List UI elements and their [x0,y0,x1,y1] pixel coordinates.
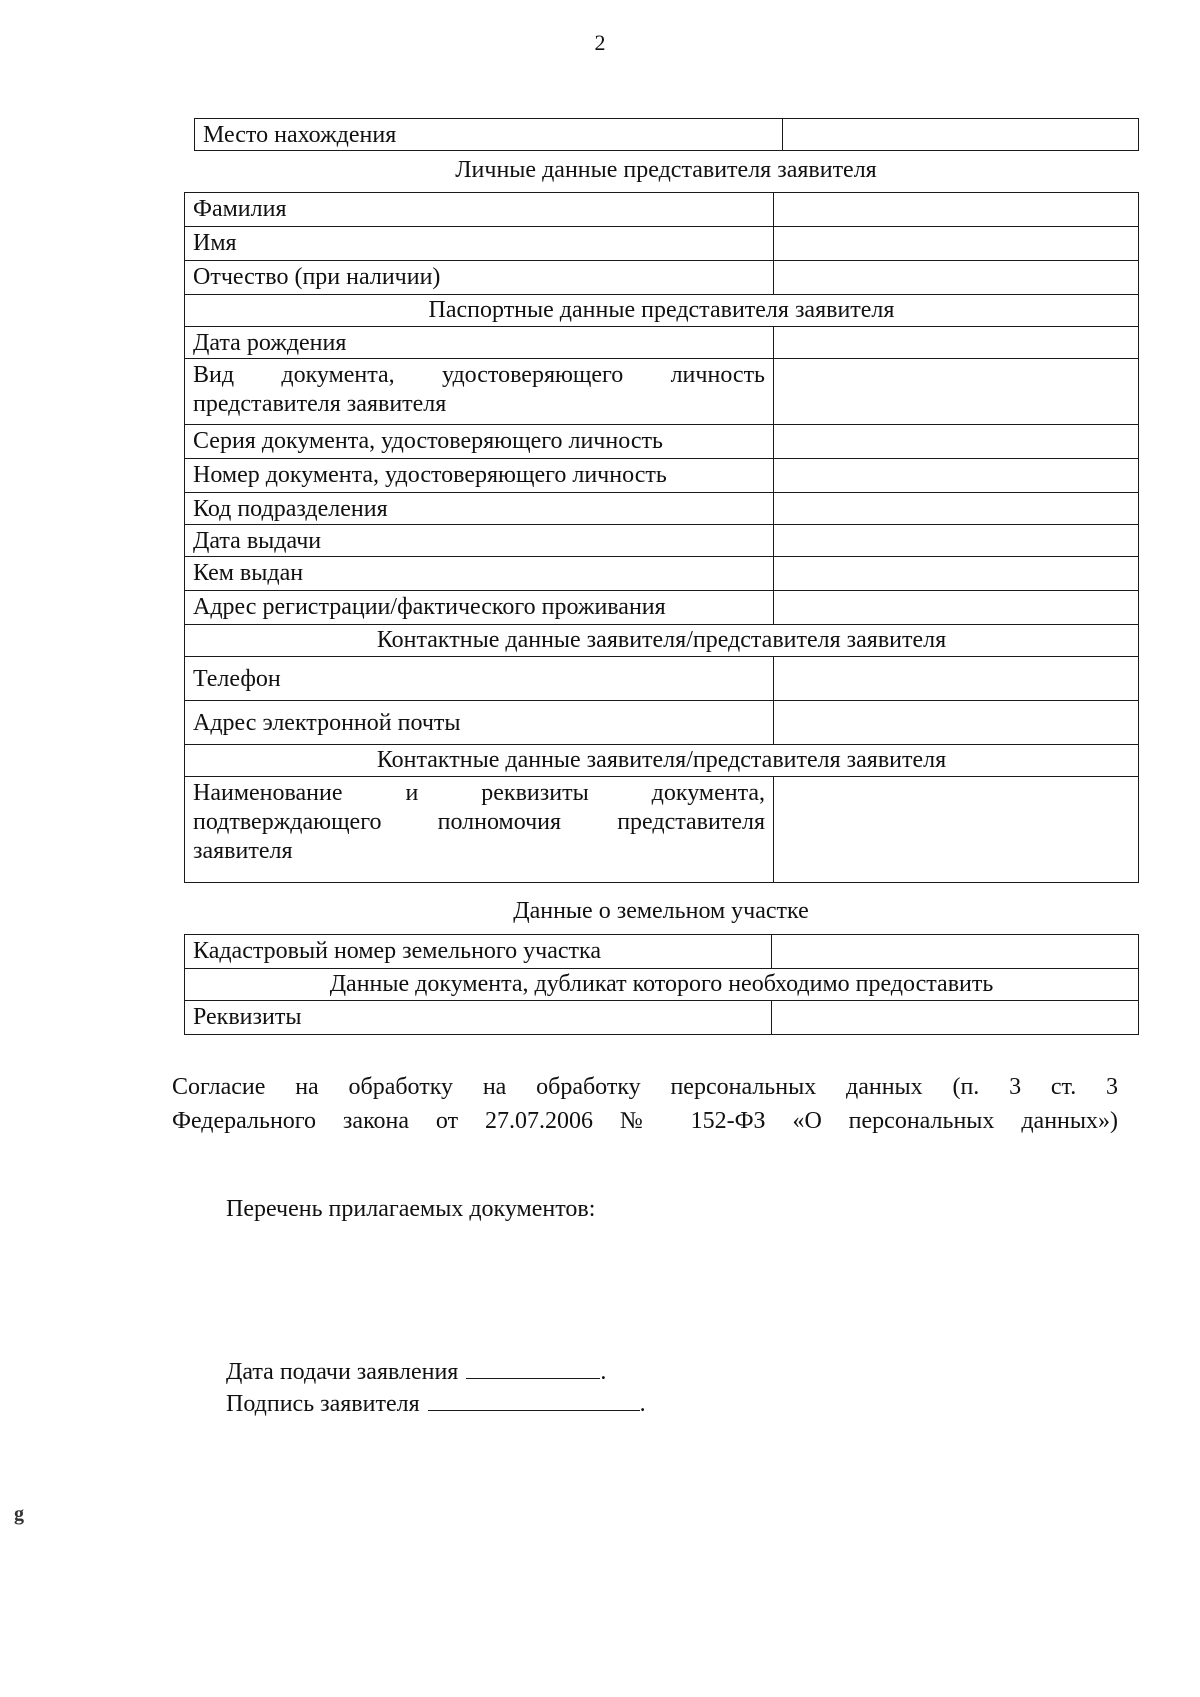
field-label-email: Адрес электронной почты [185,701,774,745]
applicant-signature-terminator: . [639,1391,646,1417]
submission-date-blank[interactable] [466,1354,600,1379]
table-row [185,295,1139,327]
field-value-id-number[interactable] [774,459,1139,493]
applicant-signature-blank[interactable] [428,1386,640,1411]
table-row [185,359,1139,425]
passport-data-heading: Паспортные данные представителя заявителя [185,295,1139,327]
table-row [185,425,1139,459]
field-label-issue-date: Дата выдачи [185,525,774,557]
applicant-signature-line [226,1386,646,1418]
submission-date-line [226,1354,606,1386]
field-label-location: Место нахождения [195,119,783,151]
field-label-authority-document: Наименование и реквизиты документа, подтверждающего полномочия представителя заявителя [185,777,774,883]
personal-data-consent [172,1070,1118,1138]
land-plot-table [184,934,1139,1035]
table-row [185,777,1139,883]
contact-data-heading: Контактные данные заявителя/представителя заявителя [185,625,1139,657]
field-value-first-name[interactable] [774,227,1139,261]
land-plot-heading: Данные о земельном участке [513,898,809,924]
field-value-patronymic[interactable] [774,261,1139,295]
field-value-location[interactable] [783,119,1139,151]
field-value-issue-date[interactable] [774,525,1139,557]
table-row [185,193,1139,227]
table-row [185,625,1139,657]
page-number: 2 [594,30,606,55]
table-row [185,969,1139,1001]
table-row [185,701,1139,745]
field-value-authority-document[interactable] [774,777,1139,883]
field-value-registration-address[interactable] [774,591,1139,625]
field-label-id-series: Серия документа, удостоверяющего личность [185,425,774,459]
consent-line-1: Согласие на обработку на обработку персональных данных (п. 3 ст. 3 [172,1074,1118,1100]
stray-margin-mark: g [14,1503,24,1525]
table-row [185,591,1139,625]
submission-date-terminator: . [600,1359,607,1385]
representative-table [184,192,1139,883]
consent-line-2: Федерального закона от 27.07.2006 № 152-ФЗ «О персональных данных») [172,1108,1118,1134]
attached-documents-label: Перечень прилагаемых документов: [226,1196,596,1222]
field-value-email[interactable] [774,701,1139,745]
location-table [194,118,1139,151]
table-row [185,557,1139,591]
field-label-division-code: Код подразделения [185,493,774,525]
submission-date-label: Дата подачи заявления [226,1359,459,1385]
table-row [195,119,1139,151]
field-label-id-document-type: Вид документа, удостоверяющего личность представителя заявителя [185,359,774,425]
authority-data-heading: Контактные данные заявителя/представителя заявителя [185,745,1139,777]
table-row [185,227,1139,261]
table-row [185,1001,1139,1035]
field-label-requisites: Реквизиты [185,1001,772,1035]
field-label-surname: Фамилия [185,193,774,227]
table-row [185,745,1139,777]
field-value-division-code[interactable] [774,493,1139,525]
table-row [185,525,1139,557]
duplicate-document-heading: Данные документа, дубликат которого необходимо предоставить [185,969,1139,1001]
field-value-id-document-type[interactable] [774,359,1139,425]
representative-personal-heading: Личные данные представителя заявителя [455,157,877,183]
field-value-surname[interactable] [774,193,1139,227]
field-value-requisites[interactable] [772,1001,1139,1035]
field-value-cadastral-number[interactable] [772,935,1139,969]
field-label-issued-by: Кем выдан [185,557,774,591]
field-label-id-number: Номер документа, удостоверяющего личность [185,459,774,493]
table-row [185,327,1139,359]
field-value-issued-by[interactable] [774,557,1139,591]
field-label-registration-address: Адрес регистрации/фактического проживания [185,591,774,625]
table-row [185,493,1139,525]
field-label-first-name: Имя [185,227,774,261]
applicant-signature-label: Подпись заявителя [226,1391,420,1417]
field-value-id-series[interactable] [774,425,1139,459]
table-row [185,657,1139,701]
table-row [185,459,1139,493]
field-label-phone: Телефон [185,657,774,701]
table-row [185,935,1139,969]
field-label-cadastral-number: Кадастровый номер земельного участка [185,935,772,969]
table-row [185,261,1139,295]
field-label-birth-date: Дата рождения [185,327,774,359]
field-value-phone[interactable] [774,657,1139,701]
field-value-birth-date[interactable] [774,327,1139,359]
field-label-patronymic: Отчество (при наличии) [185,261,774,295]
